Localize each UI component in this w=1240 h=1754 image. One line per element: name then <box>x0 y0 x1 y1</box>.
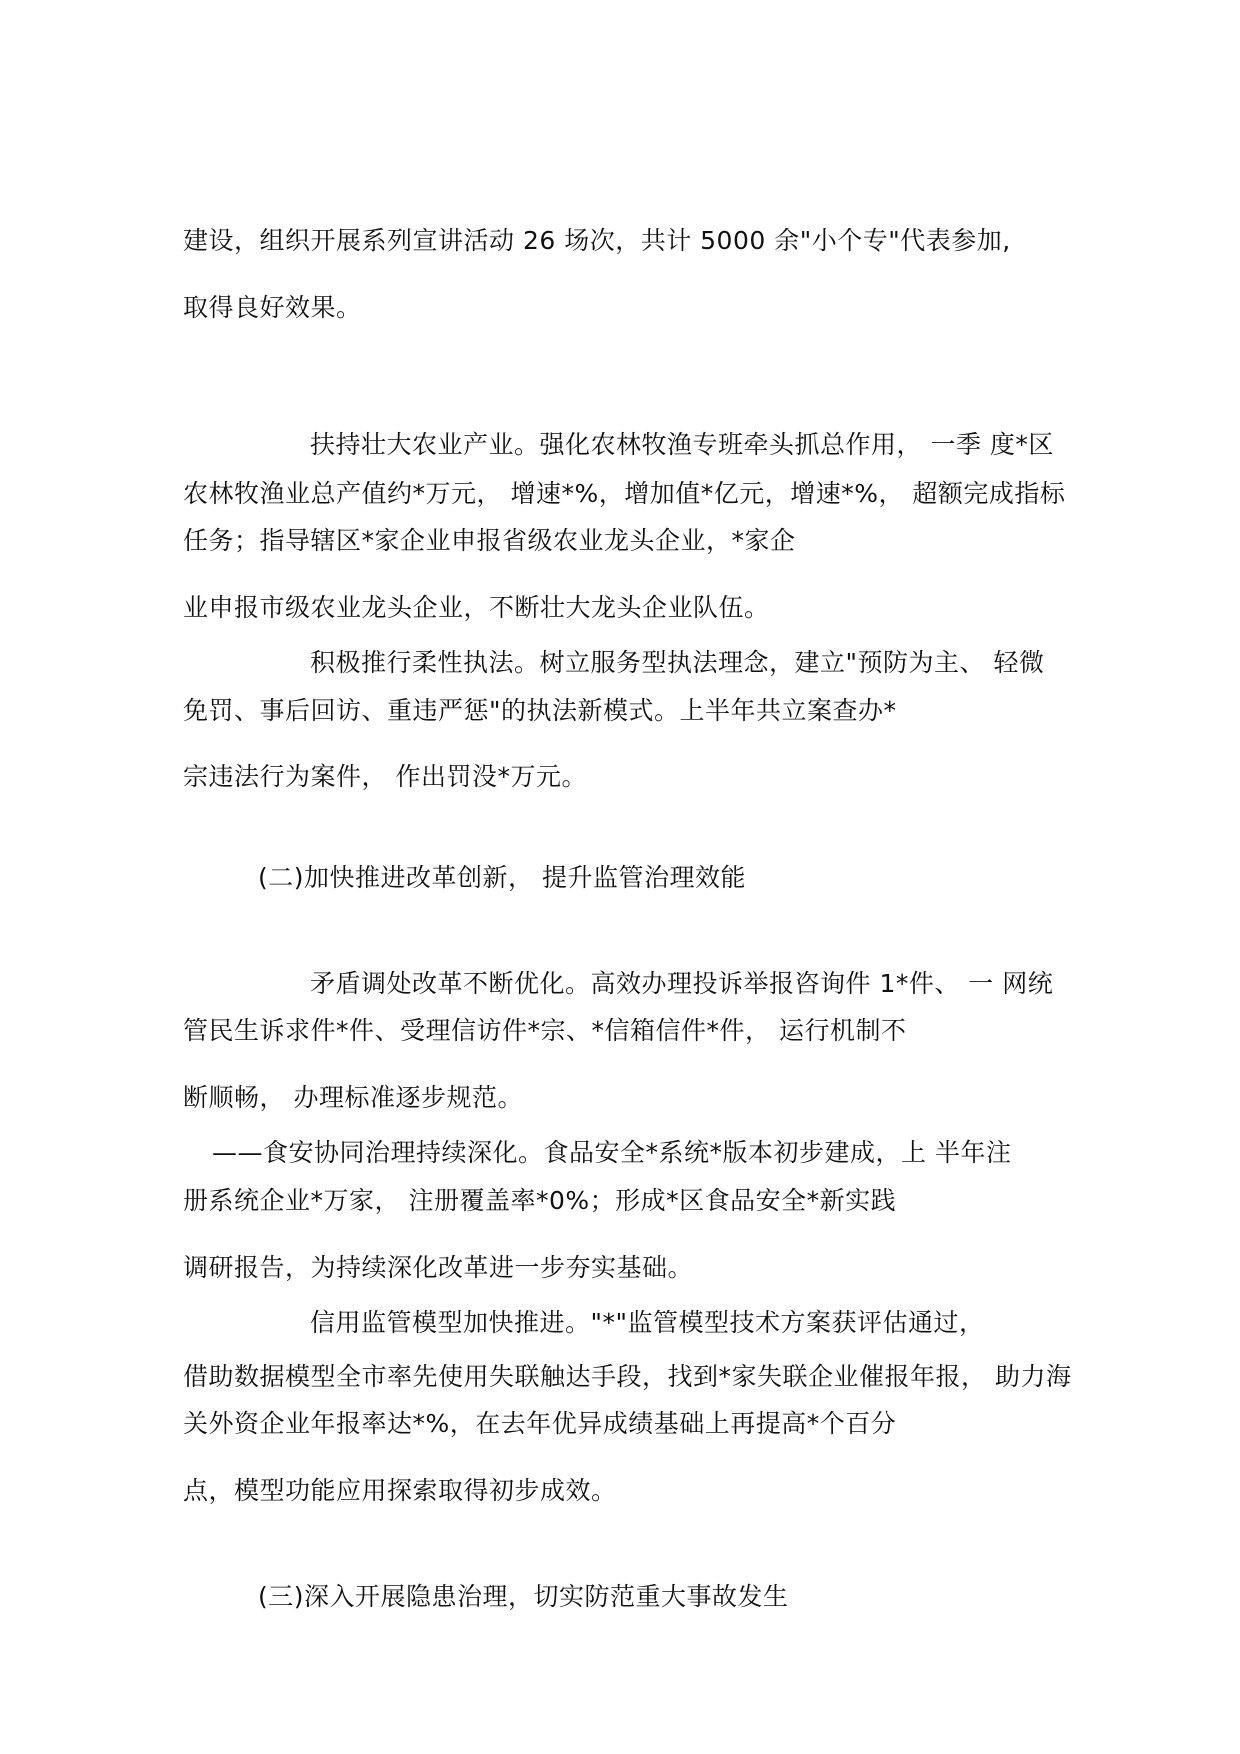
paragraph-line: 关外资企业年报率达*%，在去年优异成绩基础上再提高*个百分 <box>183 1409 897 1438</box>
paragraph-line: 调研报告，为持续深化改革进一步夯实基础。 <box>183 1253 694 1282</box>
paragraph-line: 农林牧渔业总产值约*万元， 增速*%，增加值*亿元，增速*%， 超额完成指标 <box>183 479 1066 508</box>
paragraph-line: ——食安协同治理持续深化。食品安全*系统*版本初步建成，上 半年注 <box>212 1138 1012 1167</box>
section-heading: (三)深入开展隐患治理，切实防范重大事故发生 <box>258 1582 789 1611</box>
paragraph-line: 点，模型功能应用探索取得初步成效。 <box>183 1476 617 1505</box>
paragraph-line: 册系统企业*万家， 注册覆盖率*0%；形成*区食品安全*新实践 <box>183 1186 897 1215</box>
paragraph-line: 断顺畅， 办理标准逐步规范。 <box>183 1083 523 1112</box>
paragraph-line: 建设，组织开展系列宣讲活动 26 场次，共计 5000 余"小个专"代表参加, <box>183 226 1011 255</box>
paragraph-line: 免罚、事后回访、重违严惩"的执法新模式。上半年共立案查办* <box>183 696 897 725</box>
section-heading: (二)加快推进改革创新， 提升监管治理效能 <box>258 863 746 892</box>
paragraph-line: 积极推行柔性执法。树立服务型执法理念，建立"预防为主、 轻微 <box>310 648 1045 677</box>
paragraph-line: 矛盾调处改革不断优化。高效办理投诉举报咨询件 1*件、 一 网统 <box>310 969 1054 998</box>
paragraph-line: 宗违法行为案件， 作出罚没*万元。 <box>183 762 587 791</box>
paragraph-line: 信用监管模型加快推进。"*"监管模型技术方案获评估通过， <box>310 1308 985 1337</box>
paragraph-line: 业申报市级农业龙头企业，不断壮大龙头企业队伍。 <box>183 593 770 622</box>
paragraph-line: 任务；指导辖区*家企业申报省级农业龙头企业，*家企 <box>183 526 796 555</box>
paragraph-line: 管民生诉求件*件、受理信访件*宗、*信箱信件*件， 运行机制不 <box>183 1016 907 1045</box>
paragraph-line: 扶持壮大农业产业。强化农林牧渔专班牵头抓总作用， 一季 度*区 <box>310 430 1054 459</box>
paragraph-line: 借助数据模型全市率先使用失联触达手段，找到*家失联企业催报年报， 助力海 <box>183 1362 1072 1391</box>
paragraph-line: 取得良好效果。 <box>183 293 362 322</box>
